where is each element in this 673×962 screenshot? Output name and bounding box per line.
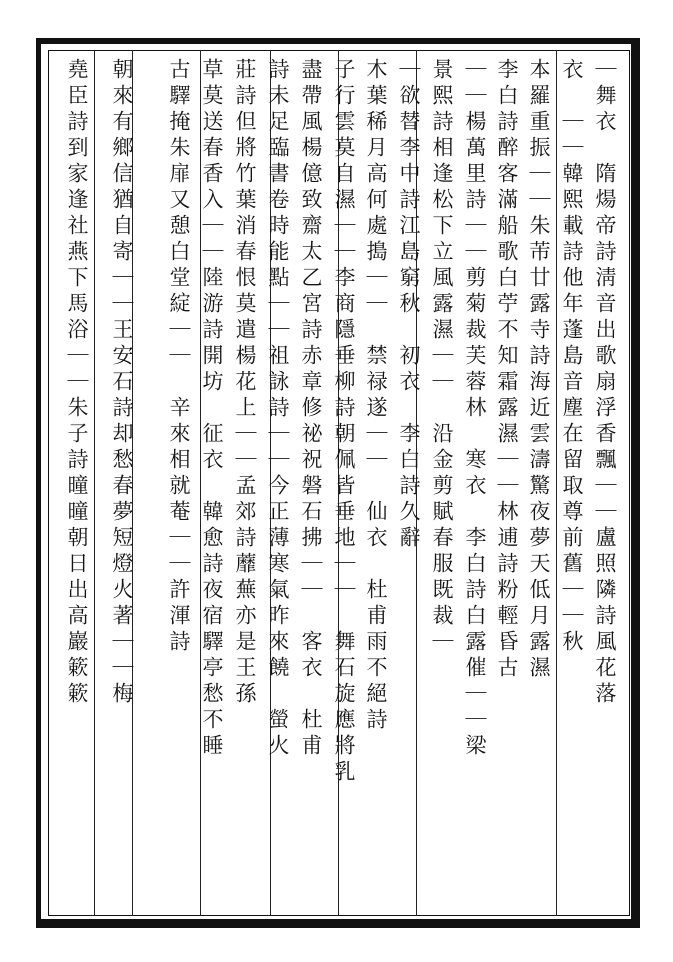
text-column-6: 景熙詩相逢松下立風露濕｜｜ 沿金剪賦春服既裁｜	[430, 58, 454, 656]
text-column-9: 子行雲莫自濕｜｜李商隱垂柳詩朝佩皆垂地｜｜ 舞石旋應將乳	[332, 58, 356, 786]
text-column-8: 木葉稀月高何處搗｜｜ 禁禄遂｜｜ 仙衣 杜甫雨不絕詩	[364, 58, 388, 734]
text-column-12: 莊詩但將竹葉消春恨莫遣楊花上｜｜孟郊詩蘼蕪亦是王孫	[233, 58, 257, 708]
text-column-3: 本羅重振｜｜朱芾廿露寺詩海近雲濤驚夜夢天低月露濕	[527, 58, 551, 682]
text-column-16: 堯臣詩到家逢社燕下馬浴｜｜朱子詩曈曈朝日出高巖簌簌	[65, 58, 89, 708]
text-column-14: 古驛掩朱扉又憩白堂綻｜｜ 辛來相就菴｜｜許渾詩	[167, 58, 191, 656]
text-column-11: 詩未足臨書卷時能點｜｜祖詠詩｜｜今正薄寒氣昨來饒 螢火	[266, 58, 290, 760]
text-column-1: ｜舞衣 隋煬帝詩淸音出歌扇浮香飄｜｜盧照隣詩風花落	[593, 58, 617, 708]
text-column-4: 李白詩醉客滿船歌白苧不知霜露濕｜｜林逋詩粉輕昏古	[495, 58, 519, 682]
text-column-7: ｜欲替李中詩江島窮秋 初衣 李白詩久辭	[397, 58, 421, 552]
text-column-10: 盡帶風楊億致齋太乙宮詩赤章修祕祝磐石拂｜｜ 客衣 杜甫	[299, 58, 323, 760]
text-column-2: 衣 ｜｜韓熙載詩他年蓬島音塵在留取尊前舊｜｜秋	[560, 58, 584, 656]
text-column-15: 朝來有鄉信猶自寄｜｜王安石詩却愁春夢短燈火著｜｜梅	[110, 58, 134, 708]
text-column-13: 草莫送春香入｜｜陸游詩開坊 征衣 韓愈詩夜宿驛亭愁不睡	[200, 58, 224, 760]
text-column-5: ｜｜楊萬里詩｜｜剪菊裁芙蓉林 寒衣 李白詩白露催｜｜梁	[463, 58, 487, 760]
